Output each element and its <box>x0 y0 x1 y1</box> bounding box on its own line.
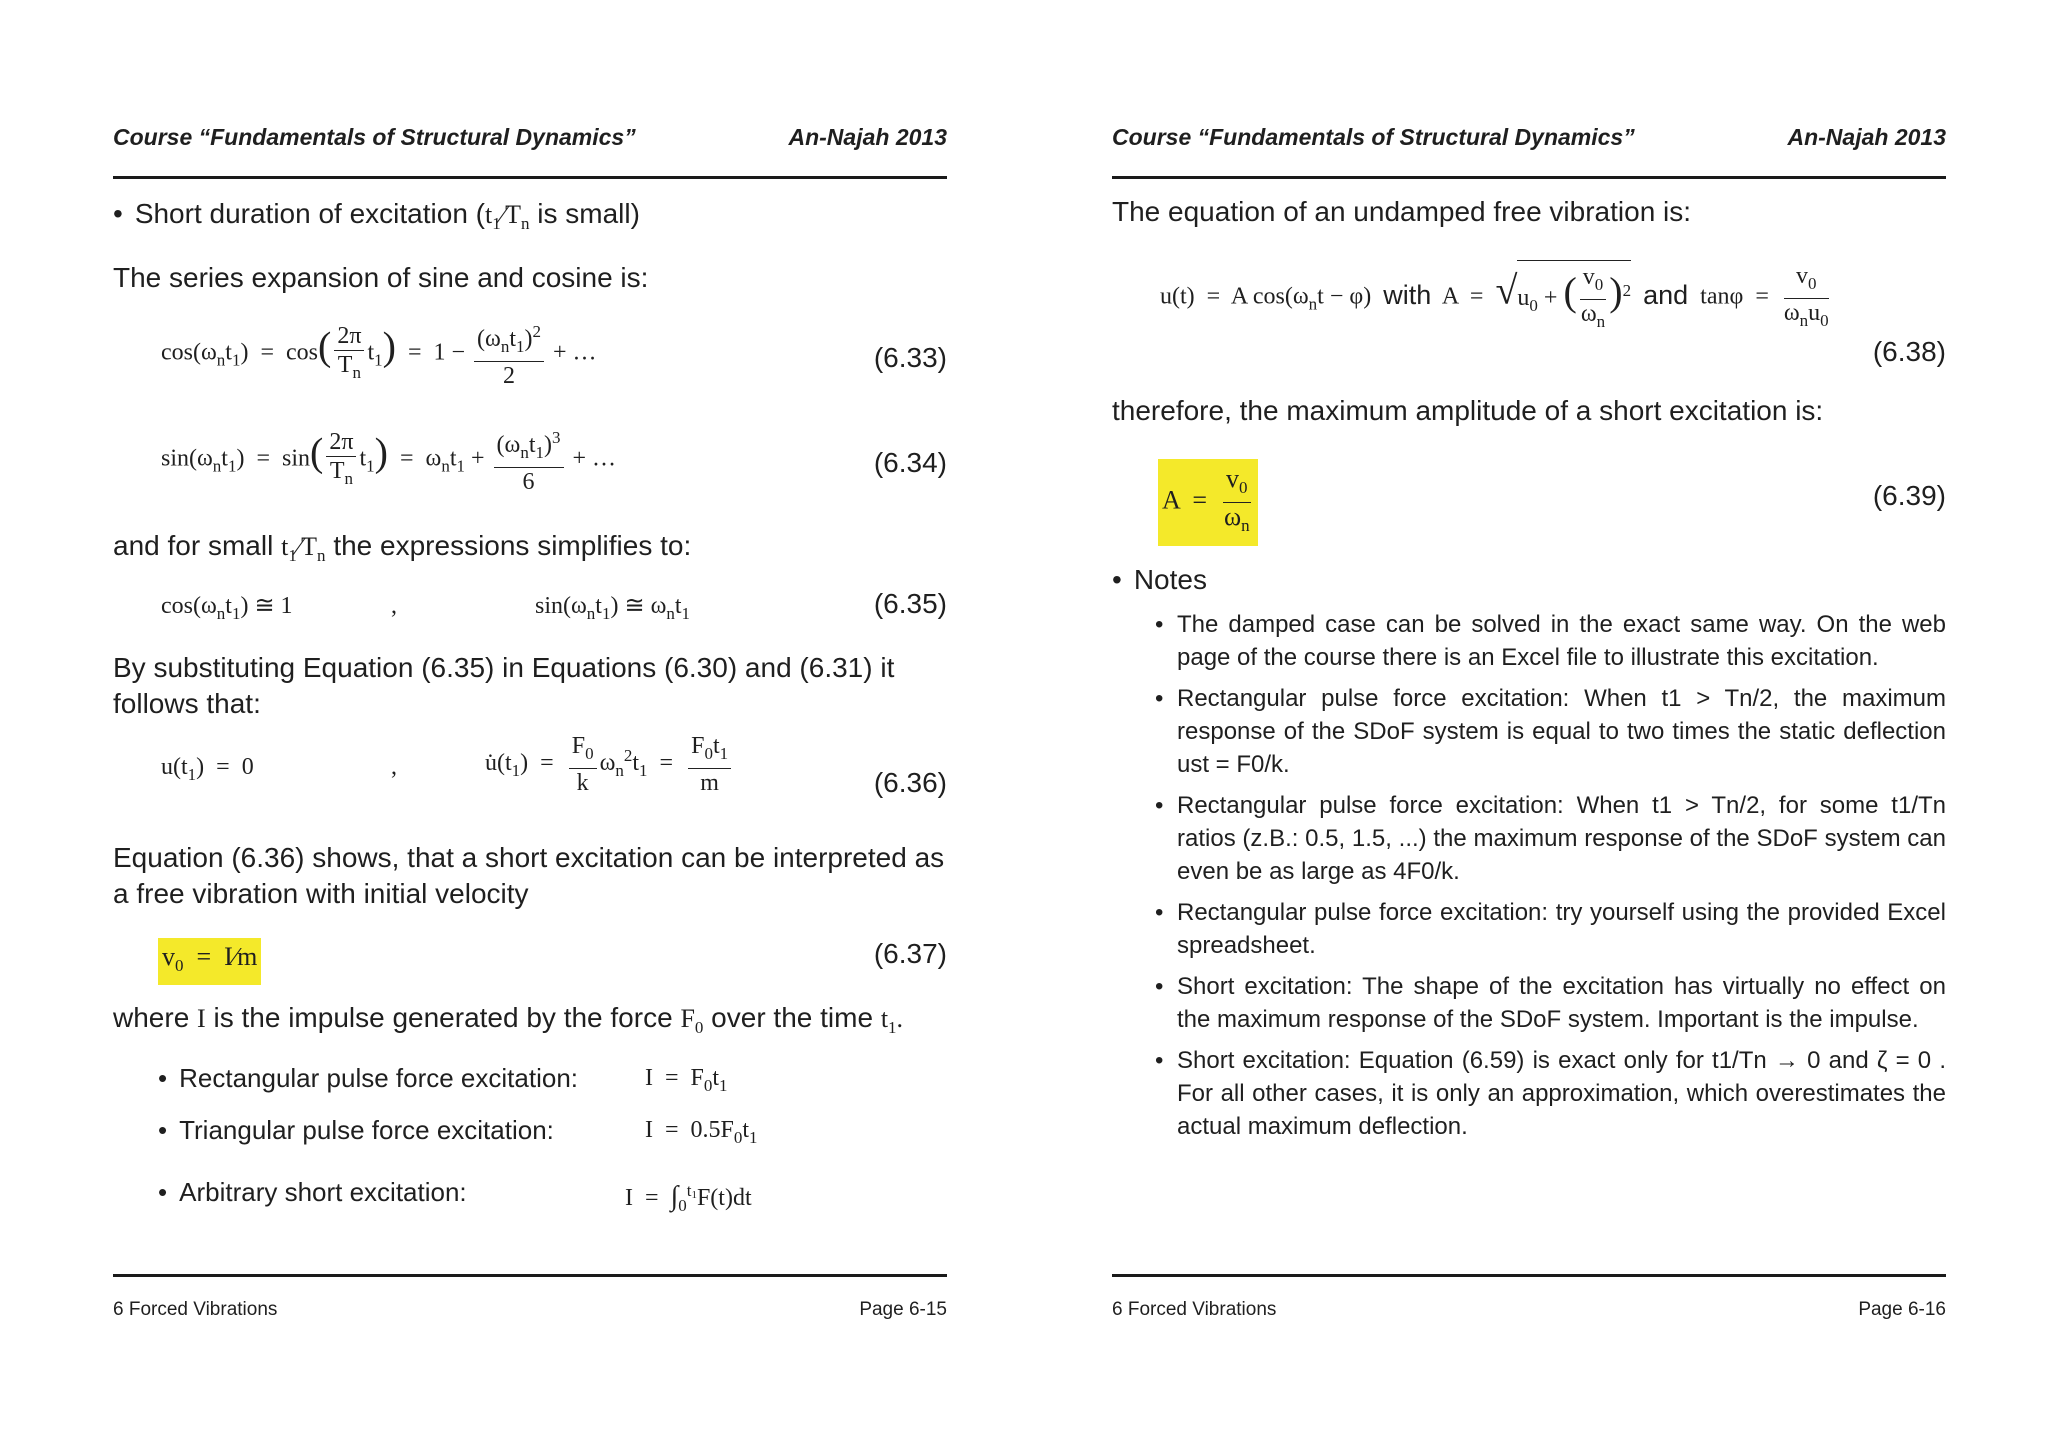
note-item: • Short excitation: Equation (6.59) is exact only for t1/Tn → 0 and ζ = 0 . For all other cases, it is only an approximation, which overestimates the actual maximum deflection. <box>1155 1047 1946 1140</box>
equation-6-34: $\sin(\omega_nt_1) = \sin$( $\frac{2\pi}{T_n}$ $t_1) = \omega_nt_1$ + $\frac{(\omega_nt_1)^3}{6}$ + … <box>161 424 616 496</box>
course-year: An-Najah 2013 <box>1787 124 1946 150</box>
notes-heading: • Notes <box>1112 564 1207 595</box>
footer-rule <box>113 1274 947 1277</box>
eq-number-6-39: (6.39) <box>1872 480 1946 511</box>
note-item: • Short excitation: The shape of the excitation has virtually no effect on the maximum response of the SDoF system. Important is the impulse. <box>1155 973 1946 1033</box>
chapter-label: 6 Forced Vibrations <box>113 1299 278 1320</box>
triangular-item: • Triangular pulse force excitation: <box>158 1115 554 1145</box>
course-title: Course “Fundamentals of Structural Dynamics” <box>1112 124 1635 150</box>
equation-6-36: $u(t_1) = 0$ , $u̇(t_1)$ = $\frac{F_0}{k}$ $\omega_n^2t_1$ = $\frac{F_0t_1}{m}$ <box>161 752 761 790</box>
page-number: Page 6-16 <box>1858 1299 1946 1320</box>
eq-number-6-33: (6.33) <box>873 342 947 373</box>
page-header <box>113 124 947 156</box>
left-page <box>113 0 947 1448</box>
small-intro: and for small $t_1∕T_n$ the expressions simplifies to: <box>113 530 692 565</box>
free-vibration-intro: The equation of an undamped free vibration is: <box>1112 196 1692 227</box>
note-item: • Rectangular pulse force excitation: When t1 > Tn/2, the maximum response of the SDoF system is equal to two times the static deflection ust = F0/k. <box>1155 685 1946 778</box>
note-item: • The damped case can be solved in the exact same way. On the web page of the course there is an Excel file to illustrate this excitation. <box>1155 611 1946 671</box>
eq-number-6-36: (6.36) <box>873 767 947 798</box>
footer-rule <box>1112 1274 1946 1277</box>
bullet-short-duration: • Short duration of excitation ($t_1∕T_n$ is small) <box>113 198 640 233</box>
course-title: Course “Fundamentals of Structural Dynamics” <box>113 124 636 150</box>
arbitrary-item: • Arbitrary short excitation: <box>158 1177 467 1207</box>
page-number: Page 6-15 <box>859 1299 947 1320</box>
eq-number-6-38: (6.38) <box>1872 336 1946 367</box>
note-item: • Rectangular pulse force excitation: try yourself using the provided Excel spreadsheet. <box>1155 899 1946 959</box>
page-header <box>1112 124 1946 156</box>
equation-6-38: u(t) = A $\cos(\omega_nt - \varphi)$ with $A = √u_0$ + ( $\frac{v_0}{\omega_n}$ )$^2$ and tanφ = $\frac{v_0}{\omega_nu_0}$ <box>1160 260 1832 336</box>
triangular-impulse: $I = 0.5F_0t_1$ <box>645 1117 758 1147</box>
eq-number-6-37: (6.37) <box>873 938 947 969</box>
equation-6-37-highlighted: $v_0$ = I∕m <box>158 938 261 985</box>
header-rule <box>113 176 947 179</box>
equation-6-35: $\cos(\omega_nt_1)$ ≅ 1 , $\sin(\omega_nt_1)$ ≅ $\omega_nt_1$ <box>161 593 691 623</box>
rectangular-item: • Rectangular pulse force excitation: <box>158 1063 578 1093</box>
arbitrary-impulse: $I = \int_0^{t_1}F(t)dt$ <box>625 1181 752 1215</box>
impulse-text: where I is the impulse generated by the force $F_0$ over the time $t_1$. <box>113 1002 904 1037</box>
note-item: • Rectangular pulse force excitation: When t1 > Tn/2, for some t1/Tn ratios (z.B.: 0.5, 1.5, ...) the maximum response of the SDoF system can even be as large as 4F0/k. <box>1155 792 1946 885</box>
eq-number-6-34: (6.34) <box>873 447 947 478</box>
eq-number-6-35: (6.35) <box>873 588 947 619</box>
therefore-text: therefore, the maximum amplitude of a short excitation is: <box>1112 395 1824 426</box>
equation-6-39-highlighted: A = $\frac{v_0}{\omega_n}$ <box>1158 459 1258 546</box>
notes-list <box>1155 608 1946 1151</box>
course-year: An-Najah 2013 <box>788 124 947 150</box>
equation-6-33: $\cos(\omega_nt_1) = \cos$( $\frac{2\pi}{T_n}$ $t_1) = 1$ − $\frac{(\omega_nt_1)^2}{2}$ + … <box>161 318 597 390</box>
substitution-text: By substituting Equation (6.35) in Equations (6.30) and (6.31) it follows that: <box>113 652 895 719</box>
interpretation-text: Equation (6.36) shows, that a short excitation can be interpreted as a free vibration with initial velocity <box>113 842 945 909</box>
rectangular-impulse: $I = F_0t_1$ <box>645 1065 728 1095</box>
series-intro: The series expansion of sine and cosine is: <box>113 262 649 293</box>
header-rule <box>1112 176 1946 179</box>
chapter-label: 6 Forced Vibrations <box>1112 1299 1277 1320</box>
right-page <box>1112 0 1946 1448</box>
